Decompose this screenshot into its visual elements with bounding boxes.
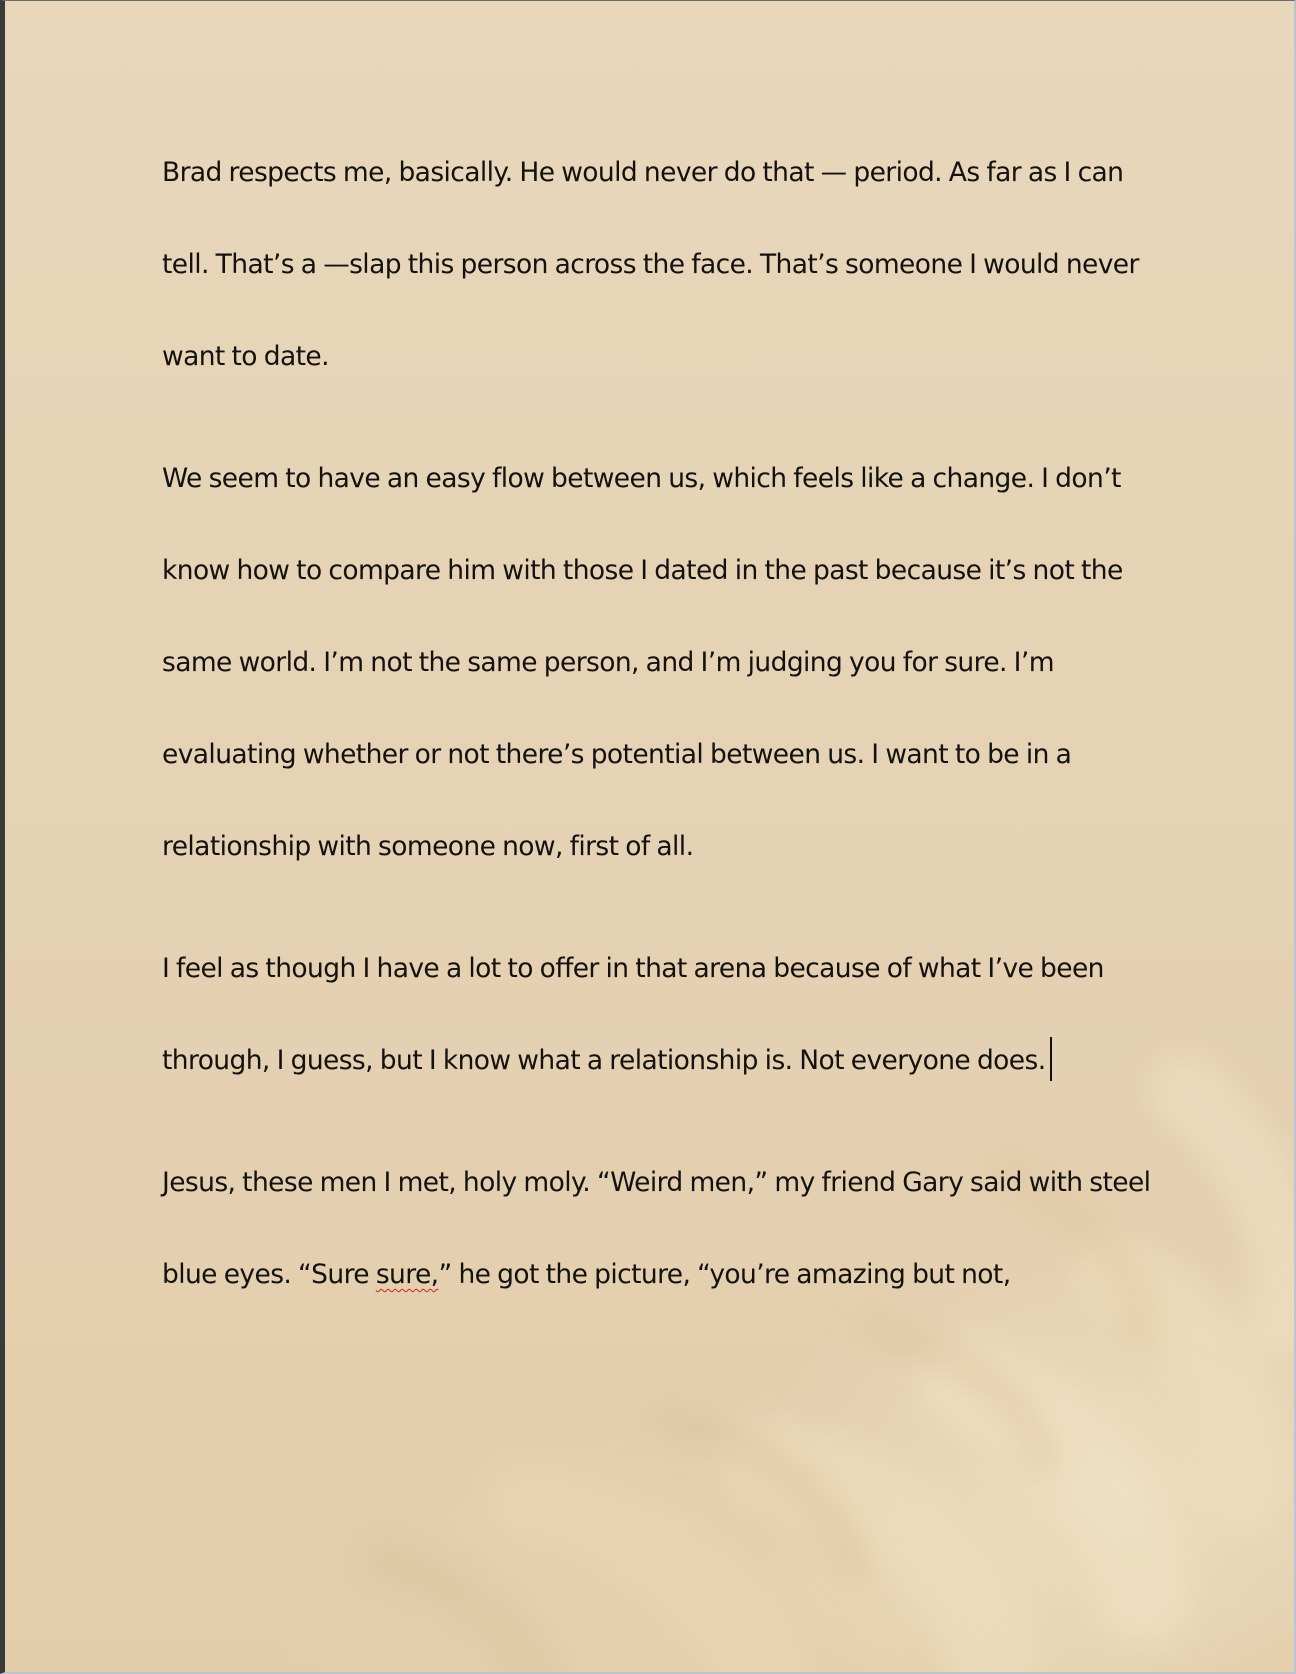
- paragraph-4-text-after[interactable]: ” he got the picture, “you’re amazing but not,: [438, 1259, 1011, 1290]
- paragraph-4[interactable]: [162, 1137, 1172, 1321]
- document-body[interactable]: [162, 127, 1172, 1351]
- paragraph-3[interactable]: [162, 923, 1172, 1107]
- text-cursor: [1050, 1037, 1052, 1081]
- paragraph-3-text[interactable]: I feel as though I have a lot to offer in that arena because of what I’ve been through, I guess, but I know what a relationship is. Not everyone does.: [162, 953, 1104, 1076]
- spellcheck-flagged-word[interactable]: sure,: [375, 1259, 439, 1290]
- paragraph-2[interactable]: We seem to have an easy flow between us, which feels like a change. I don’t know how to compare him with those I dated in the past because it’s not the same world. I’m not the same person, and I’m judging you for sure. I’m evaluating whether or not there’s potential between us. I want to be in a relationship with someone now, first of all.: [162, 463, 1123, 862]
- paragraph-4-text-before[interactable]: Jesus, these men I met, holy moly. “Weird men,” my friend Gary said with steel blue eyes. “Sure: [162, 1167, 1151, 1290]
- paragraph-1[interactable]: Brad respects me, basically. He would never do that — period. As far as I can tell. That’s a —slap this person across the face. That’s someone I would never want to date.: [162, 157, 1139, 372]
